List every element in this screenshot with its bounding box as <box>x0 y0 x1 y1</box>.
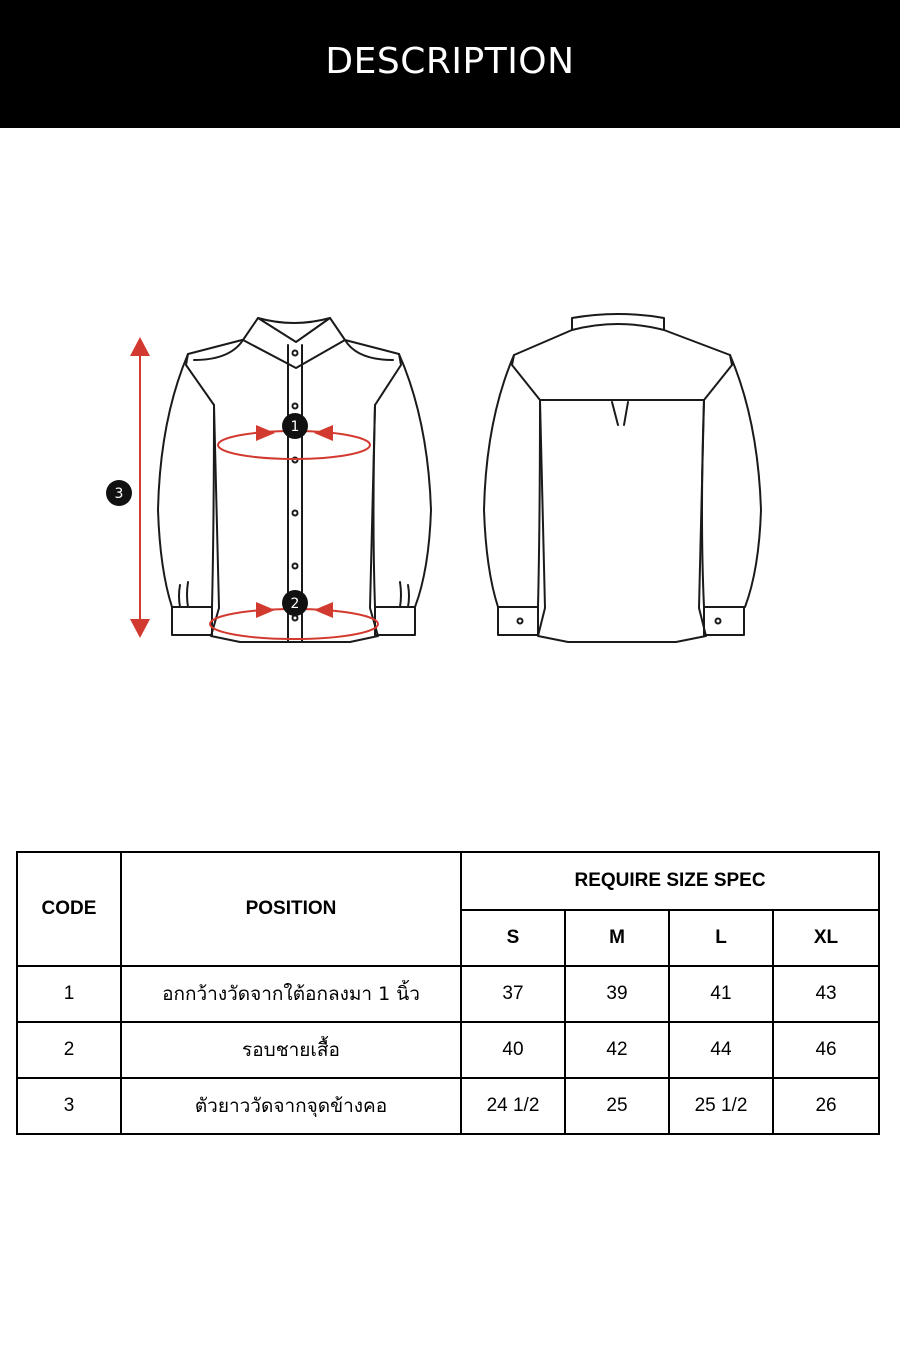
marker-chest-label: 1 <box>290 419 300 435</box>
row-value-l: 44 <box>669 1022 773 1078</box>
shirt-diagram <box>0 300 900 660</box>
row-value-s: 24 1/2 <box>461 1078 565 1134</box>
row-value-m: 39 <box>565 966 669 1022</box>
size-spec-table <box>16 851 880 1135</box>
row-position: รอบชายเสื้อ <box>121 1022 461 1078</box>
marker-hem-label: 2 <box>290 596 300 612</box>
marker-chest <box>282 413 308 439</box>
header-size-s: S <box>461 910 565 966</box>
row-value-m: 42 <box>565 1022 669 1078</box>
header-bar <box>0 0 900 128</box>
table-row <box>17 966 879 1022</box>
row-code: 1 <box>17 966 121 1022</box>
row-code: 3 <box>17 1078 121 1134</box>
row-position: อกกว้างวัดจากใต้อกลงมา 1 นิ้ว <box>121 966 461 1022</box>
row-value-s: 40 <box>461 1022 565 1078</box>
measurement-guides <box>140 352 378 639</box>
marker-hem <box>282 590 308 616</box>
back-shirt-illustration <box>484 314 761 642</box>
row-position: ตัวยาววัดจากจุดข้างคอ <box>121 1078 461 1134</box>
table-row <box>17 1022 879 1078</box>
table-row <box>17 1078 879 1134</box>
row-value-s: 37 <box>461 966 565 1022</box>
page-title: DESCRIPTION <box>325 40 575 82</box>
row-value-xl: 26 <box>773 1078 879 1134</box>
header-size-spec: REQUIRE SIZE SPEC <box>461 852 879 910</box>
header-size-l: L <box>669 910 773 966</box>
row-value-l: 41 <box>669 966 773 1022</box>
row-value-m: 25 <box>565 1078 669 1134</box>
header-code: CODE <box>17 852 121 966</box>
marker-length <box>106 480 132 506</box>
row-code: 2 <box>17 1022 121 1078</box>
row-value-xl: 46 <box>773 1022 879 1078</box>
marker-length-label: 3 <box>114 486 124 502</box>
row-value-xl: 43 <box>773 966 879 1022</box>
row-value-l: 25 1/2 <box>669 1078 773 1134</box>
header-size-m: M <box>565 910 669 966</box>
header-position: POSITION <box>121 852 461 966</box>
header-size-xl: XL <box>773 910 879 966</box>
